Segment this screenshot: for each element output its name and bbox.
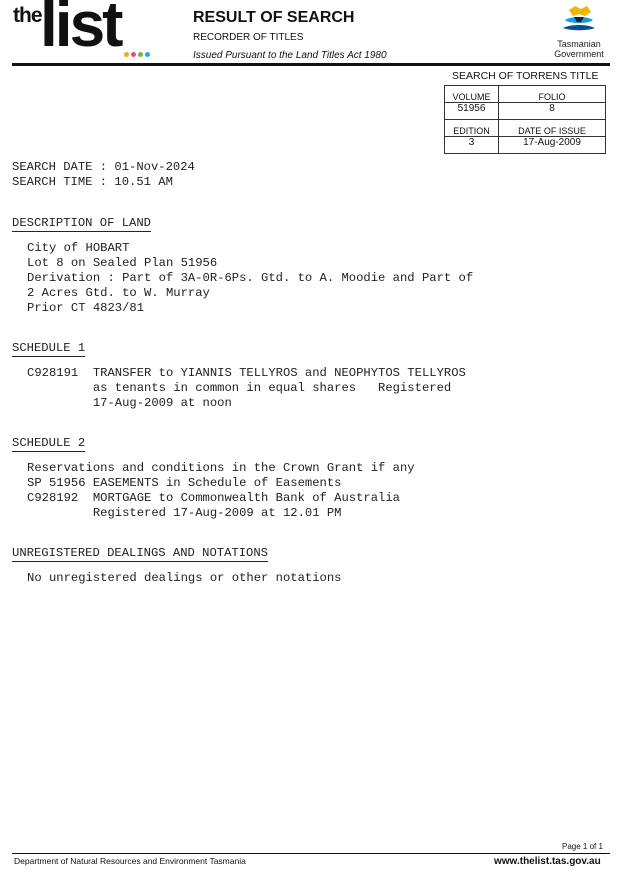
website-url: www.thelist.tas.gov.au xyxy=(494,856,601,867)
torrens-title-label: SEARCH OF TORRENS TITLE xyxy=(452,70,599,82)
logo-dot xyxy=(138,52,143,57)
page-subtitle: RECORDER OF TITLES xyxy=(193,32,304,43)
logo-the-text: the xyxy=(13,4,42,27)
date-of-issue-value: 17-Aug-2009 xyxy=(499,137,606,154)
unregistered-heading: UNREGISTERED DEALINGS AND NOTATIONS xyxy=(12,546,268,560)
description-line: 2 Acres Gtd. to W. Murray xyxy=(27,286,210,300)
schedule-1-line: 17-Aug-2009 at noon xyxy=(27,396,232,410)
schedule-2-line: SP 51956 EASEMENTS in Schedule of Easements xyxy=(27,476,342,490)
logo-dots xyxy=(124,52,150,57)
folio-value: 8 xyxy=(499,103,606,120)
unregistered-line: No unregistered dealings or other notations xyxy=(27,571,342,585)
department-name: Department of Natural Resources and Environment Tasmania xyxy=(14,856,246,866)
schedule-1-block xyxy=(27,366,466,411)
schedule-2-block xyxy=(27,461,415,521)
edition-label: EDITION xyxy=(445,120,499,137)
volume-label: VOLUME xyxy=(445,86,499,103)
schedule-1-line: C928191 TRANSFER to YIANNIS TELLYROS and NEOPHYTOS TELLYROS xyxy=(27,366,466,380)
schedule-1-heading: SCHEDULE 1 xyxy=(12,341,86,355)
search-date: SEARCH DATE : 01-Nov-2024 xyxy=(12,160,195,174)
logo-dot xyxy=(145,52,150,57)
act-reference: Issued Pursuant to the Land Titles Act 1980 xyxy=(193,50,387,61)
schedule-2-heading: SCHEDULE 2 xyxy=(12,436,86,450)
logo-list-text: list xyxy=(40,0,121,60)
tasmanian-tiger-icon xyxy=(559,4,599,34)
tasmanian-government-logo xyxy=(548,4,610,59)
logo-dot xyxy=(124,52,129,57)
govt-name-line2: Government xyxy=(554,49,604,59)
schedule-2-line: C928192 MORTGAGE to Commonwealth Bank of Australia xyxy=(27,491,400,505)
date-of-issue-label: DATE OF ISSUE xyxy=(499,120,606,137)
folio-label: FOLIO xyxy=(499,86,606,103)
govt-name-line1: Tasmanian xyxy=(557,39,601,49)
page-title: RESULT OF SEARCH xyxy=(193,9,355,26)
page-number: Page 1 of 1 xyxy=(562,842,603,851)
description-line: City of HOBART xyxy=(27,241,130,255)
description-line: Derivation : Part of 3A-0R-6Ps. Gtd. to A. Moodie and Part of xyxy=(27,271,474,285)
logo-dot xyxy=(131,52,136,57)
search-time: SEARCH TIME : 10.51 AM xyxy=(12,175,173,189)
schedule-1-line: as tenants in common in equal shares Registered xyxy=(27,381,452,395)
schedule-2-line: Reservations and conditions in the Crown Grant if any xyxy=(27,461,415,475)
schedule-2-line: Registered 17-Aug-2009 at 12.01 PM xyxy=(27,506,342,520)
title-reference-table xyxy=(444,85,606,154)
description-line: Prior CT 4823/81 xyxy=(27,301,145,315)
description-block xyxy=(27,241,473,316)
volume-value: 51956 xyxy=(445,103,499,120)
header-divider xyxy=(12,63,610,66)
footer-divider xyxy=(12,853,610,854)
edition-value: 3 xyxy=(445,137,499,154)
description-heading: DESCRIPTION OF LAND xyxy=(12,216,151,230)
unregistered-block xyxy=(27,571,342,586)
description-line: Lot 8 on Sealed Plan 51956 xyxy=(27,256,218,270)
